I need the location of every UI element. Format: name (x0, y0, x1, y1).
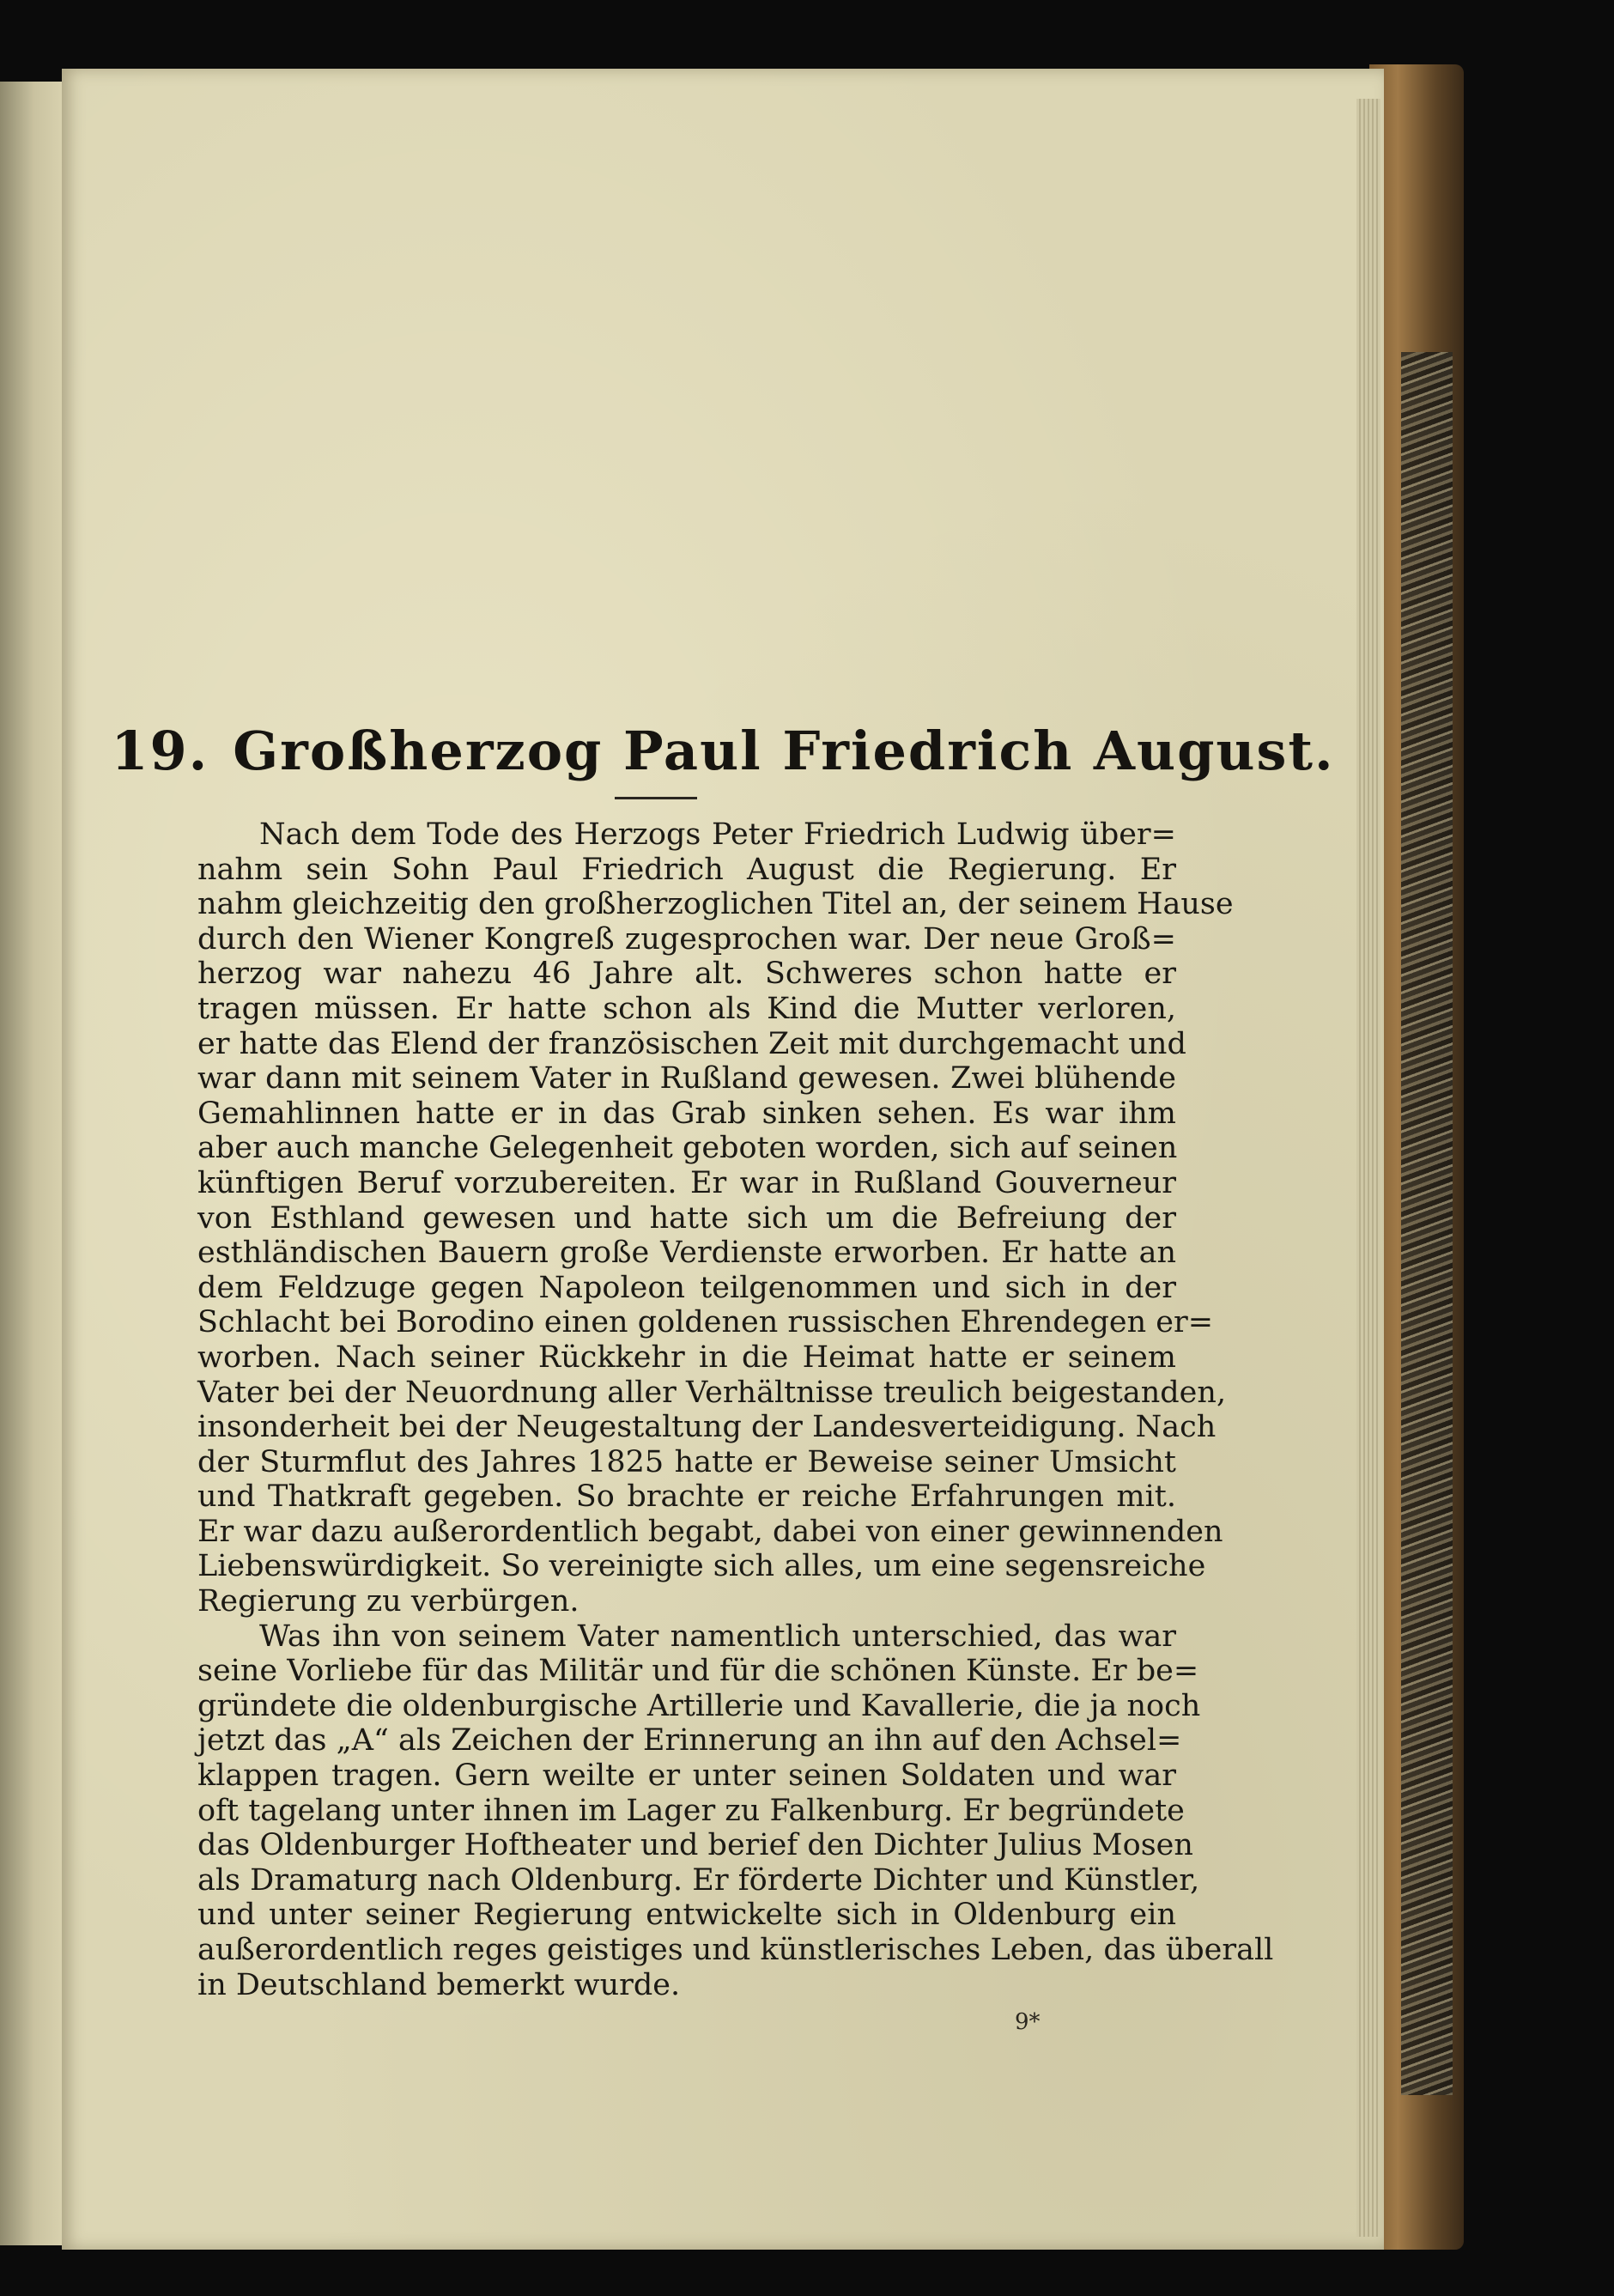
text-line: worben. Nach seiner Rückkehr in die Heimat hatte er seinem (197, 1339, 1176, 1375)
text-line: dem Feldzuge gegen Napoleon teilgenommen und sich in der (197, 1270, 1176, 1305)
text-line: Schlacht bei Borodino einen goldenen russischen Ehrendegen er= (197, 1305, 1214, 1340)
chapter-title: Großherzog Paul Friedrich August. (233, 720, 1335, 782)
text-line: tragen müssen. Er hatte schon als Kind die Mutter verloren, (197, 991, 1176, 1026)
page-block-edge (1356, 99, 1380, 2237)
text-line: Nach dem Tode des Herzogs Peter Friedrich Ludwig über= (259, 817, 1176, 852)
text-line: von Esthland gewesen und hatte sich um die Befreiung der (197, 1200, 1176, 1236)
text-line: Regierung zu verbürgen. (197, 1584, 579, 1619)
paragraph (197, 1619, 1274, 2003)
text-line: aber auch manche Gelegenheit geboten worden, sich auf seinen (197, 1131, 1178, 1166)
text-line: künftigen Beruf vorzubereiten. Er war in Rußland Gouverneur (197, 1165, 1176, 1200)
text-line: nahm gleichzeitig den großherzoglichen Titel an, der seinem Hause (197, 887, 1234, 922)
text-line: oft tagelang unter ihnen im Lager zu Falkenburg. Er begründete (197, 1793, 1185, 1828)
text-line: in Deutschland bemerkt wurde. (197, 1967, 681, 2002)
text-line: klappen tragen. Gern weilte er unter seinen Soldaten und war (197, 1758, 1176, 1794)
text-line: Gemahlinnen hatte er in das Grab sinken sehen. Es war ihm (197, 1096, 1176, 1131)
text-line: Er war dazu außerordentlich begabt, dabei von einer gewinnenden (197, 1514, 1223, 1549)
paragraph (197, 817, 1234, 1619)
text-line: Vater bei der Neuordnung aller Verhältnisse treulich beigestanden, (197, 1375, 1227, 1410)
text-line: außerordentlich reges geistiges und künstlerisches Leben, das überall (197, 1933, 1274, 1967)
text-line: durch den Wiener Kongreß zugesprochen war. Der neue Groß= (197, 921, 1176, 957)
chapter-number: 19. (111, 720, 209, 782)
text-line: Was ihn von seinem Vater namentlich unterschied, das war (259, 1619, 1176, 1654)
text-line: insonderheit bei der Neugestaltung der Landesverteidigung. Nach (197, 1410, 1217, 1445)
text-line: nahm sein Sohn Paul Friedrich August die Regierung. Er (197, 852, 1176, 887)
text-line: esthländischen Bauern große Verdienste erworben. Er hatte an (197, 1236, 1176, 1271)
text-line: der Sturmflut des Jahres 1825 hatte er Beweise seiner Umsicht (197, 1444, 1176, 1479)
marbled-endpaper (1401, 352, 1453, 2095)
text-line: jetzt das „A“ als Zeichen der Erinnerung an ihn auf den Achsel= (197, 1723, 1182, 1758)
text-line: war dann mit seinem Vater in Rußland gewesen. Zwei blühende (197, 1061, 1176, 1096)
facing-page-edge (0, 82, 62, 2245)
chapter-body (197, 817, 1274, 2002)
text-line: seine Vorliebe für das Militär und für die schönen Künste. Er be= (197, 1654, 1199, 1689)
text-line: gründete die oldenburgische Artillerie und Kavallerie, die ja noch (197, 1688, 1201, 1723)
text-line: und unter seiner Regierung entwickelte sich in Oldenburg ein (197, 1898, 1176, 1933)
text-line: er hatte das Elend der französischen Zeit mit durchgemacht und (197, 1026, 1186, 1061)
signature-mark: 9* (1015, 2009, 1041, 2035)
book-page (62, 69, 1384, 2250)
text-line: Liebenswürdigkeit. So vereinigte sich alles, um eine segensreiche (197, 1549, 1206, 1584)
text-line: herzog war nahezu 46 Jahre alt. Schweres schon hatte er (197, 957, 1176, 992)
text-line: als Dramaturg nach Oldenburg. Er förderte Dichter und Künstler, (197, 1862, 1200, 1898)
heading-rule (615, 797, 697, 799)
text-line: das Oldenburger Hoftheater und berief den Dichter Julius Mosen (197, 1828, 1193, 1863)
text-line: und Thatkraft gegeben. So brachte er reiche Erfahrungen mit. (197, 1479, 1176, 1515)
chapter-heading (62, 720, 1384, 782)
